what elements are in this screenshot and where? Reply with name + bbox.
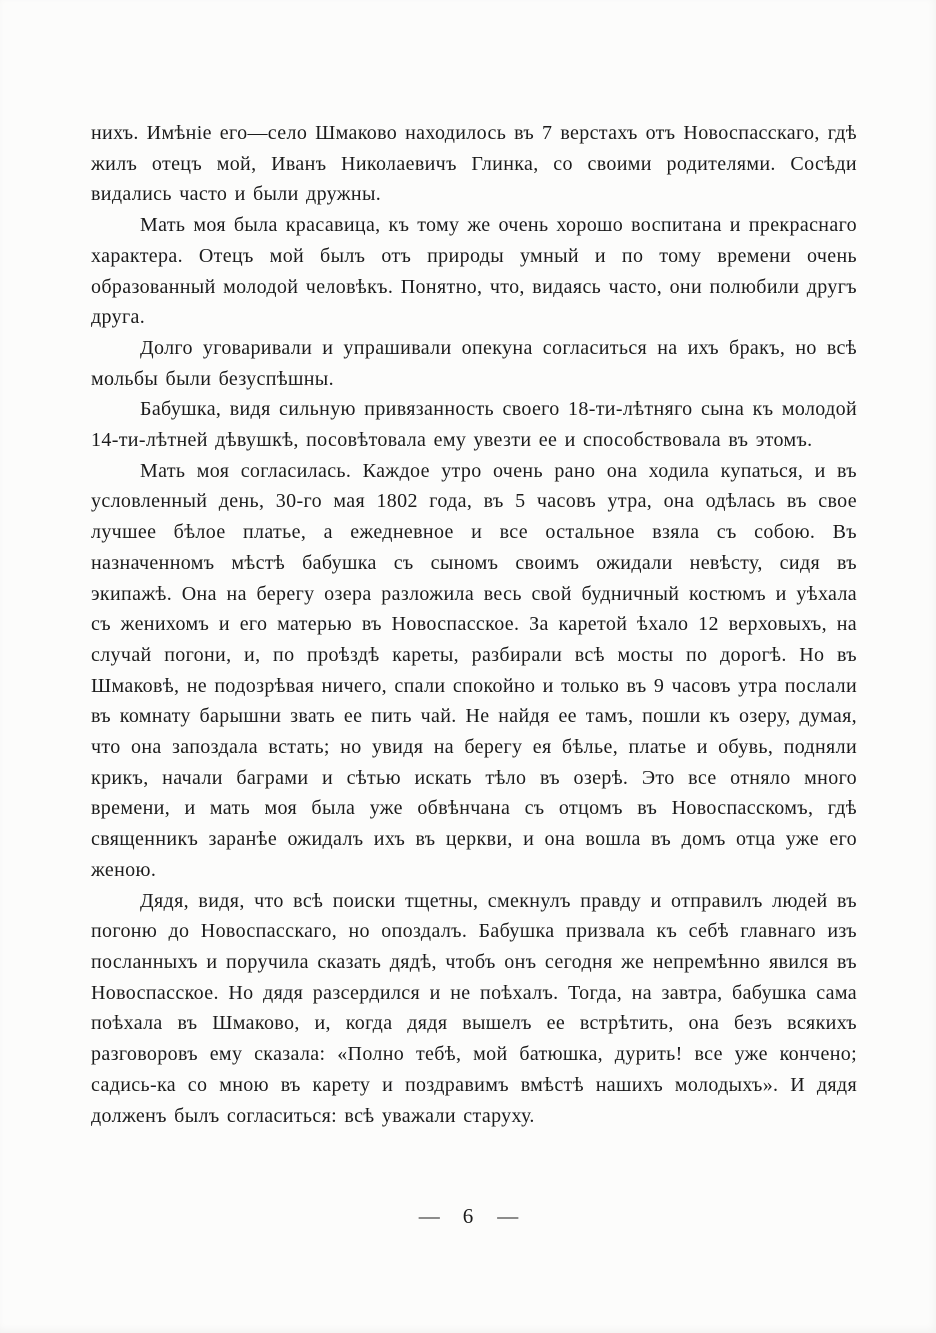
page-text-block [91, 118, 857, 1131]
page-number-right-dash: — [497, 1204, 518, 1228]
page-number-left-dash: — [418, 1204, 439, 1228]
paragraph-mother-beauty: Мать моя была красавица, къ тому же очень хорошо воспитана и прекраснаго характера. Отецъ мой былъ отъ природы умный и по тому времени очень образованный молодой человѣкъ. Понятно, что, видаясь часто, они полюбили другъ друга. [91, 214, 857, 329]
paragraph-uncle-reconciliation: Дядя, видя, что всѣ поиски тщетны, смекнулъ правду и отправилъ людей въ погоню до Новоспасскаго, но опоздалъ. Бабушка призвала къ себѣ главнаго изъ посланныхъ и поручила сказать дядѣ, чтобъ онъ сегодня же непремѣнно явился въ Новоспасское. Но дядя разсердился и не поѣхалъ. Тогда, на завтра, бабушка сама поѣхала въ Шмаково, и, когда дядя вышелъ ее встрѣтить, она безъ всякихъ разговоровъ ему сказала: «Полно тебѣ, мой батюшка, дурить! все уже кончено; садись-ка со мною въ карету и поздравимъ вмѣстѣ нашихъ молодыхъ». И дядя долженъ былъ согласиться: всѣ уважали старуху. [91, 889, 857, 1127]
paragraph-guardian-pleas: Долго уговаривали и упрашивали опекуна согласиться на ихъ бракъ, но всѣ мольбы были безуспѣшны. [91, 336, 857, 390]
paragraph-elopement: Мать моя согласилась. Каждое утро очень рано она ходила купаться, и въ условленный день, 30-го мая 1802 года, въ 5 часовъ утра, она одѣлась въ свое лучшее бѣлое платье, а ежедневное и все остальное взяла съ собою. Въ назначенномъ мѣстѣ бабушка съ сыномъ своимъ ожидали невѣсту, сидя въ экипажѣ. Она на берегу озера разложила весь свой будничный костюмъ и уѣхала съ женихомъ и его матерью въ Новоспасское. За каретой ѣхало 12 верховыхъ, на случай погони, и, по проѣздѣ кареты, разбирали всѣ мосты по дорогѣ. Но въ Шмаковѣ, не подозрѣвая ничего, спали спокойно и только въ 9 часовъ утра послали въ комнату барышни звать ее пить чай. Не найдя ее тамъ, пошли къ озеру, думая, что она запоздала встать; но увидя на берегу ея бѣлье, платье и обувь, подняли крикъ, начали баграми и сѣтью искать тѣло въ озерѣ. Это все отняло много времени, и мать моя была уже обвѣнчана съ отцомъ въ Новоспасскомъ, гдѣ священникъ заранѣе ожидалъ ихъ въ церкви, и она вошла въ домъ отца уже его женою. [91, 459, 857, 881]
page-number-value: 6 [462, 1204, 474, 1228]
paragraph-continuation: нихъ. Имѣніе его—село Шмаково находилось въ 7 верстахъ отъ Новоспасскаго, гдѣ жилъ отецъ мой, Иванъ Николаевичъ Глинка, со своими родителями. Сосѣди видались часто и были дружны. [91, 122, 857, 206]
paragraph-grandmother-advice: Бабушка, видя сильную привязанность своего 18-ти-лѣтняго сына къ молодой 14-ти-лѣтней дѣвушкѣ, посовѣтовала ему увезти ее и способствовала въ этомъ. [91, 398, 857, 452]
page-number [0, 1204, 936, 1229]
